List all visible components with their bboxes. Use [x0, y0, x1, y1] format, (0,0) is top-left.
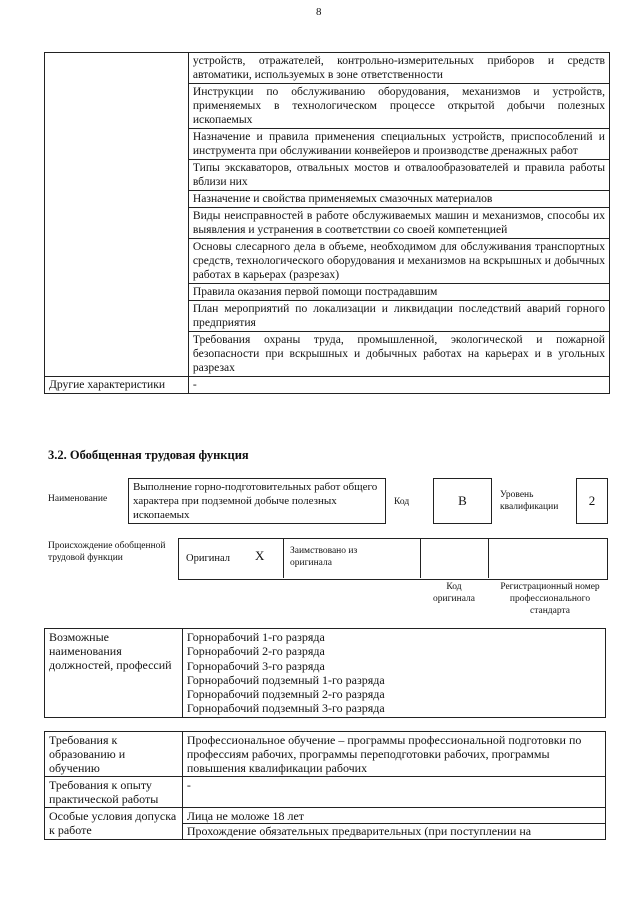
knowledge-item: Требования охраны труда, промышленной, экологической и пожарной безопасности при вскрышных и добычных работах на карьерах и в угольных разрезах — [188, 332, 609, 377]
level-box — [576, 478, 608, 524]
requirements-table — [44, 731, 606, 840]
positions-table — [44, 628, 606, 718]
knowledge-label-cell — [45, 53, 189, 377]
position-item: Горнорабочий 3-го разряда — [186, 658, 325, 673]
code-label: Код — [394, 497, 410, 507]
name-label: Наименование — [48, 494, 108, 504]
borrowed-label: Заимствовано из оригинала — [290, 546, 358, 568]
section-title: 3.2. Обобщенная трудовая функция — [48, 448, 249, 462]
knowledge-item: Виды неисправностей в работе обслуживаемых машин и механизмов, способы их выявления и устранения в соответствии со своей компетенцией — [188, 208, 609, 239]
code-value: В — [458, 493, 467, 508]
experience-value: - — [182, 777, 605, 808]
knowledge-item: Основы слесарного дела в объеме, необходимом для обслуживания транспортных средств, технологического оборудования и механизмов на вскрышных и добычных работах в карьерах (разрезах) — [188, 239, 609, 284]
admission-label: Особые условия допуска к работе — [45, 808, 183, 840]
origin-label: Происхождение обобщенной трудовой функции — [48, 541, 166, 563]
name-value: Выполнение горно-подготовительных работ общего характера при подземной добыче полезных ископаемых — [133, 481, 378, 521]
admission-value — [182, 808, 605, 840]
position-item: Горнорабочий подземный 1-го разряда — [186, 672, 385, 687]
level-label: Уровень квалификации — [500, 490, 559, 512]
education-value: Профессиональное обучение – программы профессиональной подготовки по профессиям рабочих, программы переподготовки рабочих, программы повышения квалификации рабочих — [182, 732, 605, 777]
page-number: 8 — [316, 6, 322, 18]
experience-label: Требования к опыту практической работы — [45, 777, 183, 808]
knowledge-table — [44, 52, 610, 394]
other-characteristics-value: - — [188, 377, 609, 394]
name-box — [128, 478, 386, 524]
positions-label: Возможные наименования должностей, профессий — [45, 629, 183, 718]
code-box — [433, 478, 492, 524]
code-original-caption: Код оригинала — [433, 582, 475, 604]
education-label: Требования к образованию и обучению — [45, 732, 183, 777]
knowledge-item: Назначение и свойства применяемых смазочных материалов — [188, 191, 609, 208]
knowledge-item: Типы экскаваторов, отвальных мостов и отвалообразователей и правила работы вблизи них — [188, 160, 609, 191]
original-label: Оригинал — [186, 553, 230, 564]
positions-list — [182, 629, 605, 718]
knowledge-item: устройств, отражателей, контрольно-измерительных приборов и средств автоматики, используемых в зоне ответственности — [188, 53, 609, 84]
position-item: Горнорабочий подземный 3-го разряда — [186, 701, 385, 716]
position-item: Горнорабочий 2-го разряда — [186, 644, 325, 659]
original-mark: X — [255, 548, 265, 563]
admission-item: Прохождение обязательных предварительных (при поступлении на — [186, 824, 532, 838]
knowledge-item: Правила оказания первой помощи пострадавшим — [188, 284, 609, 301]
knowledge-item: Инструкции по обслуживанию оборудования, механизмов и устройств, применяемых в технологическом процессе открытой добычи полезных ископаемых — [188, 84, 609, 129]
position-item: Горнорабочий 1-го разряда — [186, 630, 325, 644]
knowledge-item: Назначение и правила применения специальных устройств, приспособлений и инструмента при обслуживании конвейеров и производстве дренажных работ — [188, 129, 609, 160]
other-characteristics-label: Другие характеристики — [45, 377, 189, 394]
admission-item: Лица не моложе 18 лет — [183, 809, 605, 824]
registration-caption: Регистрационный номер профессионального стандарта — [500, 582, 600, 616]
level-value: 2 — [588, 493, 596, 508]
position-item: Горнорабочий подземный 2-го разряда — [186, 687, 385, 702]
knowledge-item: План мероприятий по локализации и ликвидации последствий аварий горного предприятия — [188, 301, 609, 332]
